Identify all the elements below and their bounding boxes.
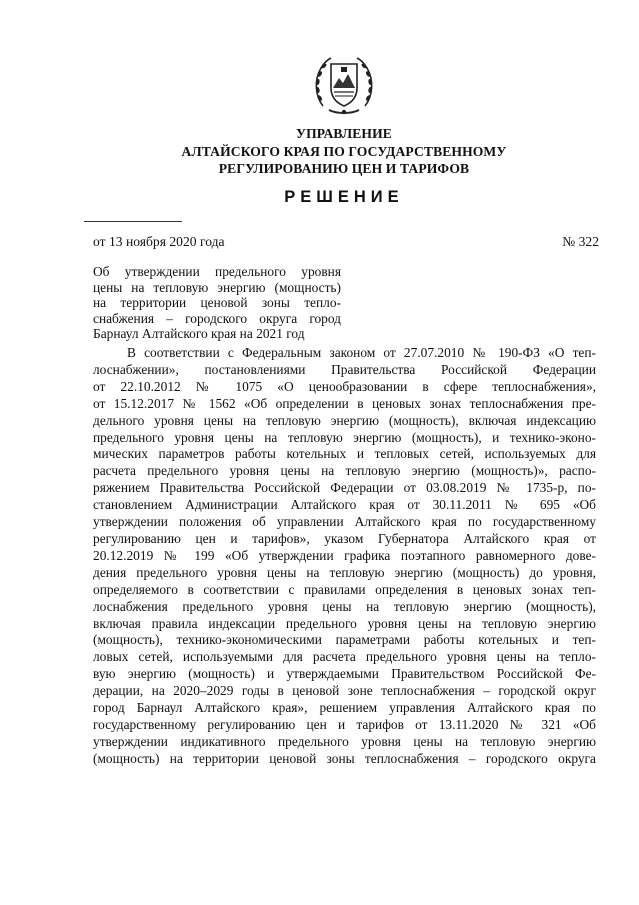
body-line: расчета предельного уровня цены на тепловую энергию (мощность)», распо- xyxy=(93,463,596,479)
body-line: от 15.12.2017 № 1562 «Об определении в ценовых зонах теплоснабжения пре- xyxy=(93,395,596,411)
body-line: дерации, на 2020–2029 годы в ценовой зоне теплоснабжения – городской округ xyxy=(93,683,596,699)
body-line: ловых сетей, используемыми для расчета предельного уровня цены на тепло- xyxy=(93,649,596,665)
document-date: от 13 ноября 2020 года xyxy=(93,234,225,249)
header-line: АЛТАЙСКОГО КРАЯ ПО ГОСУДАРСТВЕННОМУ xyxy=(181,143,507,159)
body-line: утверждении положения об управлении Алтайского края по государственному xyxy=(93,514,596,530)
body-line: утверждении индикативного предельного уровня цены на тепловую энергию xyxy=(93,733,596,749)
body-line: лоснабжении», постановлениями Правительства Российской Федерации xyxy=(93,361,596,377)
header-line: УПРАВЛЕНИЕ xyxy=(296,126,392,141)
body-line: ряжением Правительства Российской Федерации от 03.08.2019 № 1735-р, по- xyxy=(93,480,596,496)
coat-of-arms-emblem xyxy=(311,52,377,118)
issuing-authority-header xyxy=(150,125,538,178)
body-line: лоснабжения предельного уровня цены на тепловую энергию (мощность), xyxy=(93,598,596,614)
header-line: РЕГУЛИРОВАНИЮ ЦЕН И ТАРИФОВ xyxy=(218,161,470,176)
document-body xyxy=(93,345,596,768)
subject-line: цены на тепловую энергию (мощность) xyxy=(93,279,341,295)
body-line: становлением Администрации Алтайского края от 30.11.2011 № 695 «Об xyxy=(93,497,596,513)
body-line: мических параметров работы котельных и тепловых сетей, используемых для xyxy=(93,446,596,462)
body-line: дения предельного уровня цены на тепловую энергию (мощность) до уровня, xyxy=(93,564,596,580)
body-line: (мощность), технико-экономическими параметрами работы котельных и теп- xyxy=(93,632,596,648)
body-line: 20.12.2019 № 199 «Об утверждении графика поэтапного равномерного дове- xyxy=(93,547,596,563)
body-line: (мощность) на территории ценовой зоны теплоснабжения – городского округа xyxy=(93,750,596,766)
body-line: регулированию цен и тарифов», указом Губернатора Алтайского края от xyxy=(93,530,596,546)
body-line: включая правила индексации предельного уровня цены на тепловую энергию xyxy=(93,615,596,631)
body-line: определяемого в соответствии с правилами определения в ценовых зонах теп- xyxy=(93,581,596,597)
body-line: государственному регулированию цен и тарифов от 13.11.2020 № 321 «Об xyxy=(93,716,596,732)
body-line: дельного уровня цены на тепловую энергию (мощность), включая индексацию xyxy=(93,412,596,428)
body-line: от 22.10.2012 № 1075 «О ценообразовании в сфере теплоснабжения», xyxy=(93,378,596,394)
document-type-title: РЕШЕНИЕ xyxy=(284,188,404,206)
document-number: № 322 xyxy=(562,234,599,249)
body-line: В соответствии с Федеральным законом от 27.07.2010 № 190-ФЗ «О теп- xyxy=(127,345,596,360)
subject-line: на территории ценовой зоны тепло- xyxy=(93,295,341,311)
body-line: предельного уровня цены на тепловую энергию (мощность), и технико-эконо- xyxy=(93,429,596,445)
separator-rule xyxy=(84,221,182,222)
document-subject xyxy=(93,264,341,342)
body-line: вую энергию (мощность) и утверждаемыми Правительством Российской Фе- xyxy=(93,666,596,682)
subject-line: Барнаул Алтайского края на 2021 год xyxy=(93,326,305,342)
subject-line: Об утверждении предельного уровня xyxy=(93,264,341,279)
subject-line: снабжения – городского округа город xyxy=(93,310,341,326)
body-line: город Барнаул Алтайского края», решением управления Алтайского края по xyxy=(93,700,596,716)
